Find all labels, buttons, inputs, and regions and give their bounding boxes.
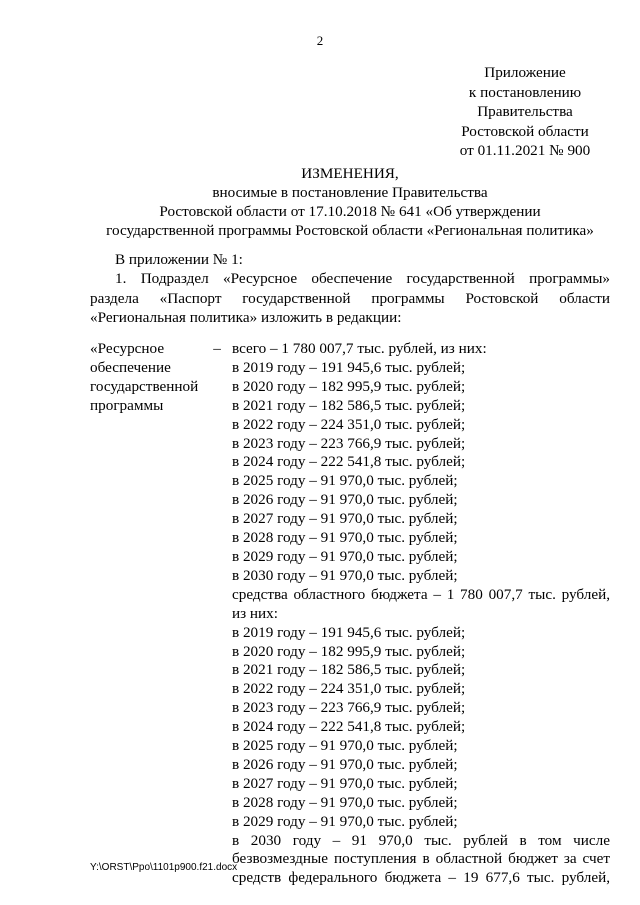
label-line: обеспечение <box>90 358 171 376</box>
funding-line: в 2026 году – 91 970,0 тыс. рублей; <box>232 491 458 509</box>
funding-line: в 2027 году – 91 970,0 тыс. рублей; <box>232 510 458 528</box>
regional-line: в 2027 году – 91 970,0 тыс. рублей; <box>232 774 458 792</box>
dash-separator: – <box>213 340 221 357</box>
regional-line: в 2025 году – 91 970,0 тыс. рублей; <box>232 737 458 755</box>
regional-line: в 2029 году – 91 970,0 тыс. рублей; <box>232 812 458 830</box>
regional-line: в 2020 году – 182 995,9 тыс. рублей; <box>232 642 466 660</box>
intro-line-1: В приложении № 1: <box>115 251 243 268</box>
appendix-line: к постановлению <box>468 83 582 101</box>
resource-label <box>90 340 205 416</box>
regional-line: в 2022 году – 224 351,0 тыс. рублей; <box>232 680 466 698</box>
funding-line: в 2022 году – 224 351,0 тыс. рублей; <box>232 415 466 433</box>
funding-line: всего – 1 780 007,7 тыс. рублей, из них: <box>232 340 487 357</box>
regional-line: в 2021 году – 182 586,5 тыс. рублей; <box>232 661 466 679</box>
title-heading: ИЗМЕНЕНИЯ, <box>301 165 399 182</box>
regional-line: в 2028 году – 91 970,0 тыс. рублей; <box>232 793 458 811</box>
appendix-line: от 01.11.2021 № 900 <box>459 142 591 160</box>
final-line: безвозмездные поступления в областной бюджет за счет <box>232 850 610 868</box>
funding-line: в 2023 году – 223 766,9 тыс. рублей; <box>232 434 466 452</box>
intro-line-4: «Региональная политика» изложить в редакции: <box>90 309 402 326</box>
regional-budget-line: средства областного бюджета – 1 780 007,7 тыс. рублей, <box>232 585 610 603</box>
funding-line: в 2024 году – 222 541,8 тыс. рублей; <box>232 453 466 471</box>
funding-line: в 2020 году – 182 995,9 тыс. рублей; <box>232 377 466 395</box>
regional-budget-line: из них: <box>232 604 278 622</box>
title-line: Ростовской области от 17.10.2018 № 641 «Об утверждении <box>159 203 541 220</box>
document-title <box>90 164 610 240</box>
label-line: государственной <box>90 377 199 395</box>
funding-list <box>232 340 610 888</box>
final-line: средств федерального бюджета – 19 677,6 тыс. рублей, <box>232 869 610 887</box>
final-line: в 2030 году – 91 970,0 тыс. рублей в том числе <box>232 831 610 849</box>
label-line: программы <box>90 396 164 414</box>
appendix-line: Ростовской области <box>461 122 589 140</box>
intro-line-2: 1. Подраздел «Ресурсное обеспечение государственной программы» <box>115 270 610 287</box>
page-number: 2 <box>316 33 324 48</box>
appendix-line: Приложение <box>484 64 566 81</box>
funding-line: в 2029 году – 91 970,0 тыс. рублей; <box>232 547 458 565</box>
intro-line-3: раздела «Паспорт государственной программы Ростовской области <box>90 290 610 307</box>
funding-line: в 2030 году – 91 970,0 тыс. рублей; <box>232 566 458 584</box>
regional-line: в 2024 году – 222 541,8 тыс. рублей; <box>232 718 466 736</box>
title-line: вносимые в постановление Правительства <box>212 184 488 201</box>
regional-line: в 2026 году – 91 970,0 тыс. рублей; <box>232 755 458 773</box>
appendix-block <box>430 63 620 161</box>
regional-line: в 2023 году – 223 766,9 тыс. рублей; <box>232 699 466 717</box>
file-path-footer: Y:\ORST\Ppo\1101p900.f21.docx <box>90 862 238 873</box>
regional-line: в 2019 году – 191 945,6 тыс. рублей; <box>232 623 466 641</box>
appendix-line: Правительства <box>477 103 573 121</box>
funding-line: в 2021 году – 182 586,5 тыс. рублей; <box>232 396 466 414</box>
title-line: государственной программы Ростовской области «Региональная политика» <box>106 222 594 239</box>
funding-line: в 2019 году – 191 945,6 тыс. рублей; <box>232 358 466 376</box>
label-line: «Ресурсное <box>90 340 165 357</box>
funding-line: в 2028 году – 91 970,0 тыс. рублей; <box>232 529 458 547</box>
funding-line: в 2025 году – 91 970,0 тыс. рублей; <box>232 472 458 490</box>
